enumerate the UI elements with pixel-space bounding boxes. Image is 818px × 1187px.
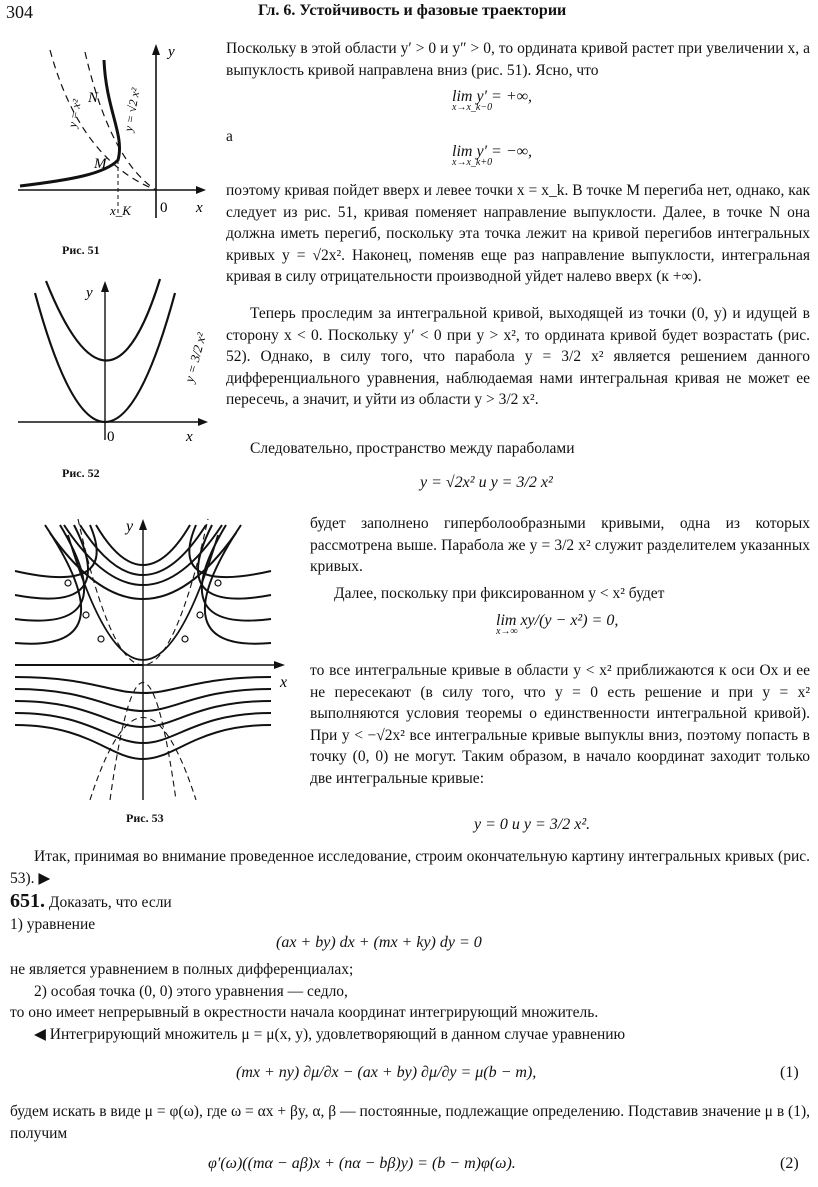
p4-text: Следовательно, пространство между параболами — [250, 440, 575, 457]
chapter-title: Гл. 6. Устойчивость и фазовые траектории — [258, 2, 567, 19]
figure-51 — [10, 40, 215, 240]
fig51-M-label: M — [94, 156, 107, 172]
paragraph-12 — [10, 1101, 810, 1144]
fig52-caption: Рис. 52 — [62, 466, 100, 480]
paragraph-5 — [310, 513, 810, 578]
formula-8: φ′(ω)((mα − aβ)x + (nα − bβ)y) = (b − m)φ(ω). — [208, 1155, 516, 1172]
paragraph-4 — [226, 438, 810, 460]
fig53-caption: Рис. 53 — [126, 811, 164, 825]
fig53-x-label: x — [280, 674, 288, 691]
fig52-x-label: x — [186, 429, 193, 445]
formula-4-text: lim xy/(y − x²) = 0, — [496, 612, 619, 629]
problem-651 — [10, 891, 810, 935]
problem-title: Доказать, что если — [48, 894, 172, 911]
formula-1-sub: x→x_k−0 — [452, 102, 493, 113]
formula-lim-2 — [452, 143, 532, 168]
paragraph-3 — [226, 303, 810, 411]
fig51-y-label: y — [168, 44, 175, 60]
fig53-y-label: y — [126, 518, 134, 535]
p5-text: будет заполнено гиперболообразными кривыми, одна из которых рассмотрена выше. Парабола же y = 3/2 x² служит разделителем указанных кривых. — [310, 515, 810, 575]
formula-2-text: lim y′ = −∞, — [452, 143, 533, 160]
paragraph-8 — [10, 846, 810, 889]
formula-7: (mx + ny) ∂μ/∂x − (ax + by) ∂μ/∂y = μ(b − m), — [236, 1064, 537, 1081]
fig51-curve2-label: y = √2 x² — [121, 86, 143, 133]
paragraph-1 — [226, 38, 810, 81]
fig52-y-label: y — [86, 285, 93, 301]
p10-text: то оно имеет непрерывный в окрестности начала координат интегрирующий множитель. — [10, 1004, 599, 1021]
fig52-zero-label: 0 — [107, 429, 115, 445]
p7-text: то все интегральные кривые в области y < x² приближаются к оси Ox и ее не пересекают (в силу того, что y = 0 есть решение и при y = x² выполняются условия теоремы о единственности интегральной кривой). При y < −√2x² все интегральные кривые выпуклы вниз, поэтому попасть в точку (0, 0) не могут. Таким образом, в начало координат заходит только две интегральные кривые: — [310, 662, 810, 787]
p8-text: Итак, принимая во внимание проведенное исследование, строим окончательную картину интегральных кривых (рис. 53). ▶ — [10, 848, 810, 887]
formula-1-text: lim y′ = +∞, — [452, 88, 533, 105]
formula-lim-4 — [496, 612, 618, 637]
paragraph-2 — [226, 180, 810, 288]
p11-text: ◀ Интегрирующий множитель μ = μ(x, y), удовлетворяющий в данном случае уравнению — [34, 1025, 626, 1043]
formula-4-sub: x→∞ — [496, 626, 518, 637]
paragraph-9 — [10, 959, 810, 1045]
p1-text: Поскольку в этой области y′ > 0 и y″ > 0, то ордината кривой растет при увеличении x, а выпуклость кривой направлена вниз (рис. 51). Ясно, что — [226, 40, 810, 79]
formula-2-sub: x→x_k+0 — [452, 157, 493, 168]
fig51-curve1-label: y = x² — [65, 98, 84, 129]
formula-3: y = √2x² и y = 3/2 x² — [420, 474, 553, 491]
word-a: а — [226, 128, 233, 145]
fig52-curve-label: y = 3/2 x² — [181, 331, 209, 384]
problem-number: 651. — [10, 890, 45, 912]
p2-text: поэтому кривая пойдет вверх и левее точки x = x_k. В точке M перегиба нет, однако, как следует из рис. 51, кривая поменяет направление выпуклости. Далее, в точке N она должна иметь перегиб, поскольку эта точка лежит на кривой перегибов интегральных кривых y = √2x². Наконец, поменяв еще раз направление выпуклости, интегральная кривая в силу отрицательности производной уйдет налево вверх (к +∞). — [226, 182, 810, 285]
formula-5: y = 0 и y = 3/2 x². — [474, 816, 591, 833]
p12-text: будем искать в виде μ = φ(ω), где ω = αx + βy, α, β — постоянные, подлежащие определению. Подставив значение μ в (1), получим — [10, 1103, 810, 1142]
equation-number-1: (1) — [780, 1064, 799, 1081]
p9-text: не является уравнением в полных дифференциалах; — [10, 961, 354, 978]
item-1: 1) уравнение — [10, 915, 96, 933]
fig51-xk-label: x_K — [110, 203, 131, 218]
p6-text: Далее, поскольку при фиксированном y < x² будет — [334, 585, 665, 602]
fig51-zero-label: 0 — [160, 200, 168, 216]
page-number: 304 — [6, 2, 33, 22]
fig51-caption: Рис. 51 — [62, 243, 100, 257]
fig51-N-label: N — [88, 90, 99, 106]
paragraph-7 — [310, 660, 810, 789]
item-2: 2) особая точка (0, 0) этого уравнения — седло, — [34, 982, 348, 1000]
formula-lim-1 — [452, 88, 532, 113]
fig51-x-label: x — [196, 200, 203, 216]
figure-53 — [10, 515, 302, 805]
formula-6: (ax + by) dx + (mx + ky) dy = 0 — [276, 934, 482, 951]
equation-number-2: (2) — [780, 1155, 799, 1172]
p3-text: Теперь проследим за интегральной кривой, выходящей из точки (0, y) и идущей в сторону x < 0. Поскольку y′ < 0 при y > x², то ордината кривой будет возрастать (рис. 52). Однако, в силу того, что парабола y = 3/2 x² является решением данного дифференциального уравнения, наблюдаемая нами интегральная кривая не может ее пересечь, а значит, и уйти из области y > 3/2 x². — [226, 305, 810, 408]
figure-52 — [10, 275, 215, 450]
paragraph-6 — [310, 583, 810, 605]
